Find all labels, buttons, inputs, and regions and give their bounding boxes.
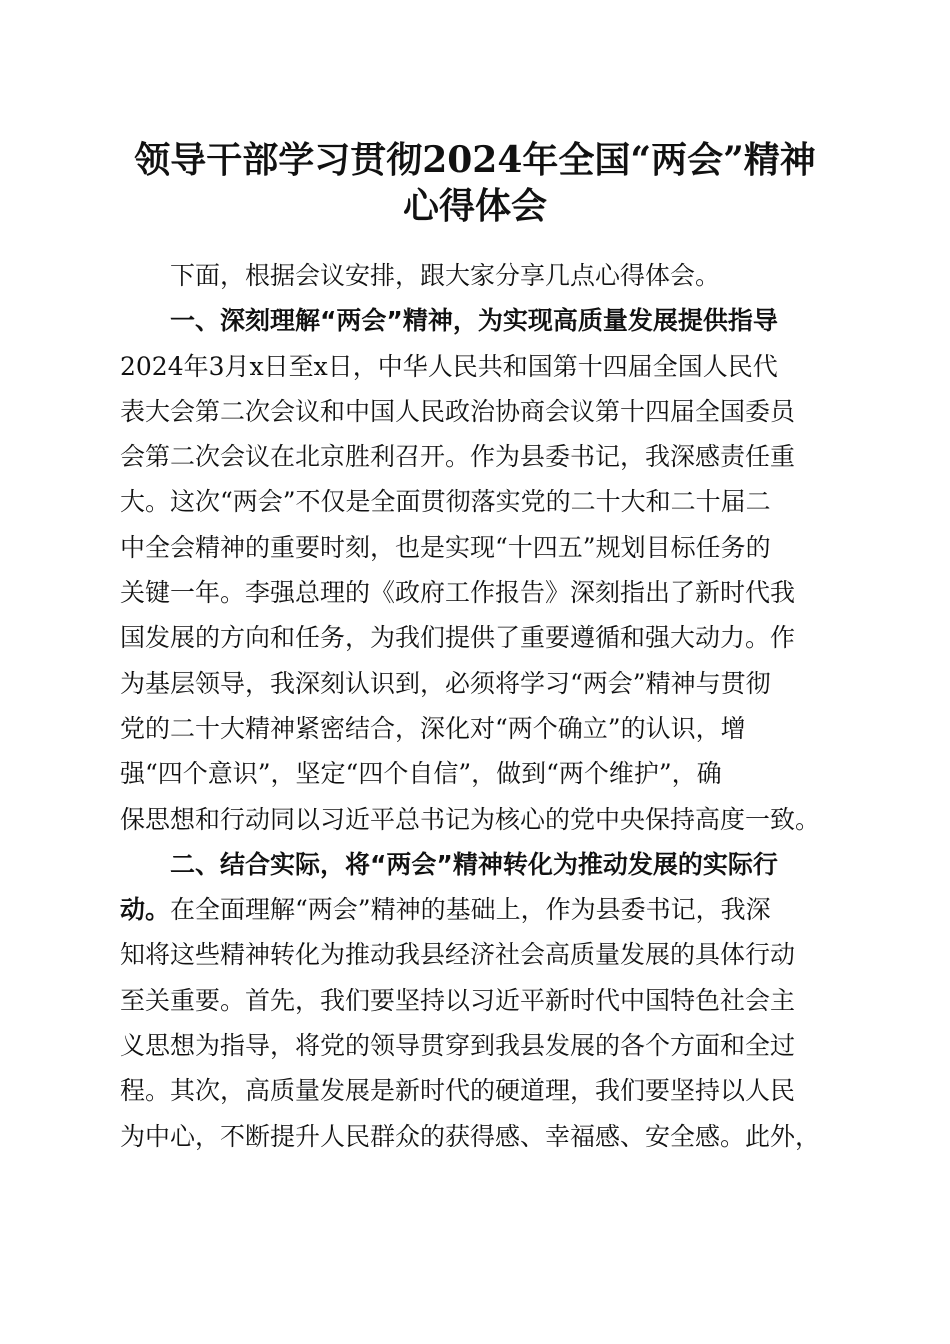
section-heading-2 xyxy=(120,842,834,887)
body-text: 程。其次，高质量发展是新时代的硬道理，我们要坚持以人民 xyxy=(120,1076,796,1106)
body-line xyxy=(120,706,834,751)
body-line xyxy=(120,525,834,570)
body-text: 保思想和行动同以习近平总书记为核心的党中央保持高度一致。 xyxy=(120,804,821,834)
section-heading-1 xyxy=(120,298,834,343)
body-text: 义思想为指导，将党的领导贯穿到我县发展的各个方面和全过 xyxy=(120,1031,796,1061)
body-line xyxy=(120,1023,834,1068)
body-line xyxy=(120,615,834,660)
body-text: 大。这次“两会”不仅是全面贯彻落实党的二十大和二十届二 xyxy=(120,487,771,517)
section-heading-text: 二、结合实际，将“两会”精神转化为推动发展的实际行 xyxy=(170,849,778,879)
document-body xyxy=(120,253,834,1159)
body-line xyxy=(120,389,834,434)
body-line xyxy=(120,570,834,615)
body-line xyxy=(120,479,834,524)
body-line xyxy=(120,932,834,977)
body-text: 至关重要。首先，我们要坚持以习近平新时代中国特色社会主 xyxy=(120,985,796,1015)
body-text: 中全会精神的重要时刻，也是实现“十四五”规划目标任务的 xyxy=(120,532,771,562)
body-text: 知将这些精神转化为推动我县经济社会高质量发展的具体行动 xyxy=(120,940,796,970)
body-line xyxy=(120,751,834,796)
body-line xyxy=(120,661,834,706)
body-text: 表大会第二次会议和中国人民政治协商会议第十四届全国委员 xyxy=(120,396,796,426)
body-line xyxy=(120,797,834,842)
body-line xyxy=(120,1114,834,1159)
body-text: 强“四个意识”，坚定“四个自信”，做到“两个维护”，确 xyxy=(120,759,722,789)
paragraph-intro xyxy=(120,253,834,298)
body-text: 为基层领导，我深刻认识到，必须将学习“两会”精神与贯彻 xyxy=(120,668,771,698)
section-heading-text: 一、深刻理解“两会”精神，为实现高质量发展提供指导 xyxy=(170,306,778,336)
body-text: 国发展的方向和任务，为我们提供了重要遵循和强大动力。作 xyxy=(120,623,796,653)
body-text: 下面，根据会议安排，跟大家分享几点心得体会。 xyxy=(170,261,721,290)
section-heading-continuation: 动。 xyxy=(120,895,171,925)
body-line xyxy=(120,434,834,479)
body-text: 党的二十大精神紧密结合，深化对“两个确立”的认识，增 xyxy=(120,713,746,743)
body-text: 关键一年。李强总理的《政府工作报告》深刻指出了新时代我 xyxy=(120,578,796,608)
body-text: 为中心，不断提升人民群众的获得感、幸福感、安全感。此外， xyxy=(120,1121,821,1151)
body-line xyxy=(120,978,834,1023)
body-text: 2024年3月x日至x日，中华人民共和国第十四届全国人民代 xyxy=(120,351,778,381)
body-text: 会第二次会议在北京胜利召开。作为县委书记，我深感责任重 xyxy=(120,442,796,472)
body-line xyxy=(120,887,834,932)
body-line xyxy=(120,344,834,389)
body-line xyxy=(120,1068,834,1113)
body-text: 在全面理解“两会”精神的基础上，作为县委书记，我深 xyxy=(170,895,771,925)
document-title-line-1: 领导干部学习贯彻2024年全国“两会”精神 xyxy=(134,139,816,181)
document-title-line-2: 心得体会 xyxy=(402,185,547,227)
